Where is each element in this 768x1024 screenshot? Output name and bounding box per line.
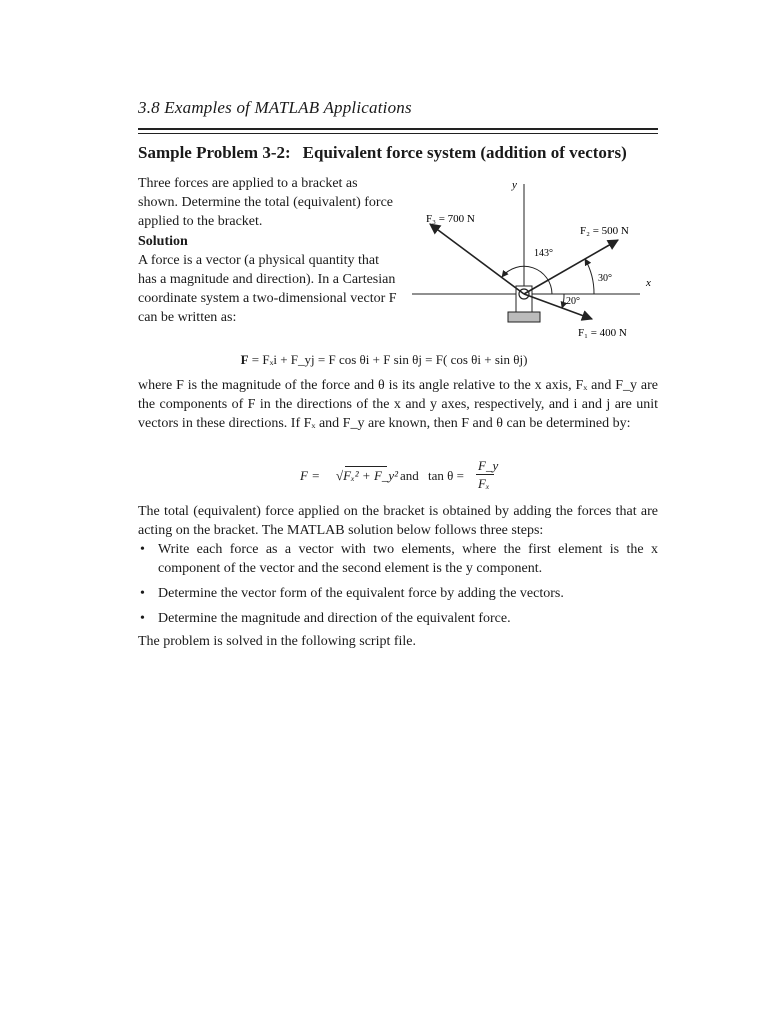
f2-label: F₂ = 500 N — [580, 225, 629, 237]
x-axis-label: x — [646, 277, 651, 289]
angle-arc-f1 — [562, 294, 564, 308]
formula-and: and — [400, 468, 419, 483]
f3-label: F₃ = 700 N — [426, 213, 475, 225]
y-axis-label: y — [512, 179, 517, 191]
solution-text: A force is a vector (a physical quantity that has a magnitude and direction). In a Cartesian coordinate system a two-dimensional vector F can be written as: — [138, 253, 397, 325]
closing-text: The problem is solved in the following script file. — [138, 634, 417, 649]
angle-arc-f2 — [585, 259, 594, 294]
heading-rule-thick — [138, 128, 658, 130]
problem-statement: Three forces are applied to a bracket as shown. Determine the total (equivalent) force applied to the bracket. — [138, 176, 394, 229]
angle-f1-label: 20° — [566, 296, 580, 307]
magnitude-angle-formula — [300, 456, 530, 500]
list-item: • Write each force as a vector with two elements, where the first element is the x component of the vector and the second element is the y component. — [140, 542, 658, 576]
force-f3-arrow — [430, 224, 524, 294]
step-text: Write each force as a vector with two elements, where the first element is the x component of the vector and the second element is the y component. — [158, 542, 658, 576]
formula-numerator: F_y — [478, 458, 499, 473]
step-text: Determine the vector form of the equivalent force by adding the vectors. — [158, 586, 564, 601]
sqrt-bar — [345, 466, 387, 467]
formula-tan-lhs: tan θ = — [428, 468, 464, 483]
heading-rule-thin — [138, 133, 658, 134]
angle-f3-label: 143° — [534, 248, 553, 259]
solution-heading: Solution — [138, 234, 188, 249]
equation-lhs: F — [240, 352, 249, 367]
step-text: Determine the magnitude and direction of the equivalent force. — [158, 611, 511, 626]
problem-name: Equivalent force system (addition of vectors) — [302, 143, 627, 162]
paragraph-components: where F is the magnitude of the force and θ is its angle relative to the x axis, Fₓ and F_y are the components of F in the directions of the x and y axes, respectively, and i and j are unit vectors in these directions. If Fₓ and F_y are known, then F and θ can be determined by: — [138, 378, 658, 431]
fraction-bar — [476, 474, 494, 475]
section-heading: 3.8 Examples of MATLAB Applications — [138, 98, 412, 117]
formula-sqrt: √Fₓ² + F_y² — [336, 468, 399, 483]
steps-list — [138, 540, 658, 634]
formula-magnitude-lhs: F = — [300, 468, 320, 483]
list-item: • Determine the vector form of the equivalent force by adding the vectors. — [140, 586, 564, 601]
formula-denominator: Fₓ — [478, 476, 490, 491]
problem-label: Sample Problem 3-2: — [138, 143, 291, 162]
angle-f2-label: 30° — [598, 273, 612, 284]
vector-equation — [0, 352, 768, 368]
intro-block — [138, 174, 400, 327]
f1-label: F₁ = 400 N — [578, 327, 627, 339]
force-diagram — [408, 176, 670, 344]
problem-title — [138, 143, 627, 163]
equation-rhs: = Fₓi + F_yj = F cos θi + F sin θj = F( cos θi + sin θj) — [251, 352, 528, 367]
paragraph-total-force: The total (equivalent) force applied on the bracket is obtained by adding the forces that are acting on the bracket. The MATLAB solution below follows three steps: — [138, 504, 658, 538]
bracket-base — [508, 312, 540, 322]
list-item: • Determine the magnitude and direction of the equivalent force. — [140, 611, 511, 626]
